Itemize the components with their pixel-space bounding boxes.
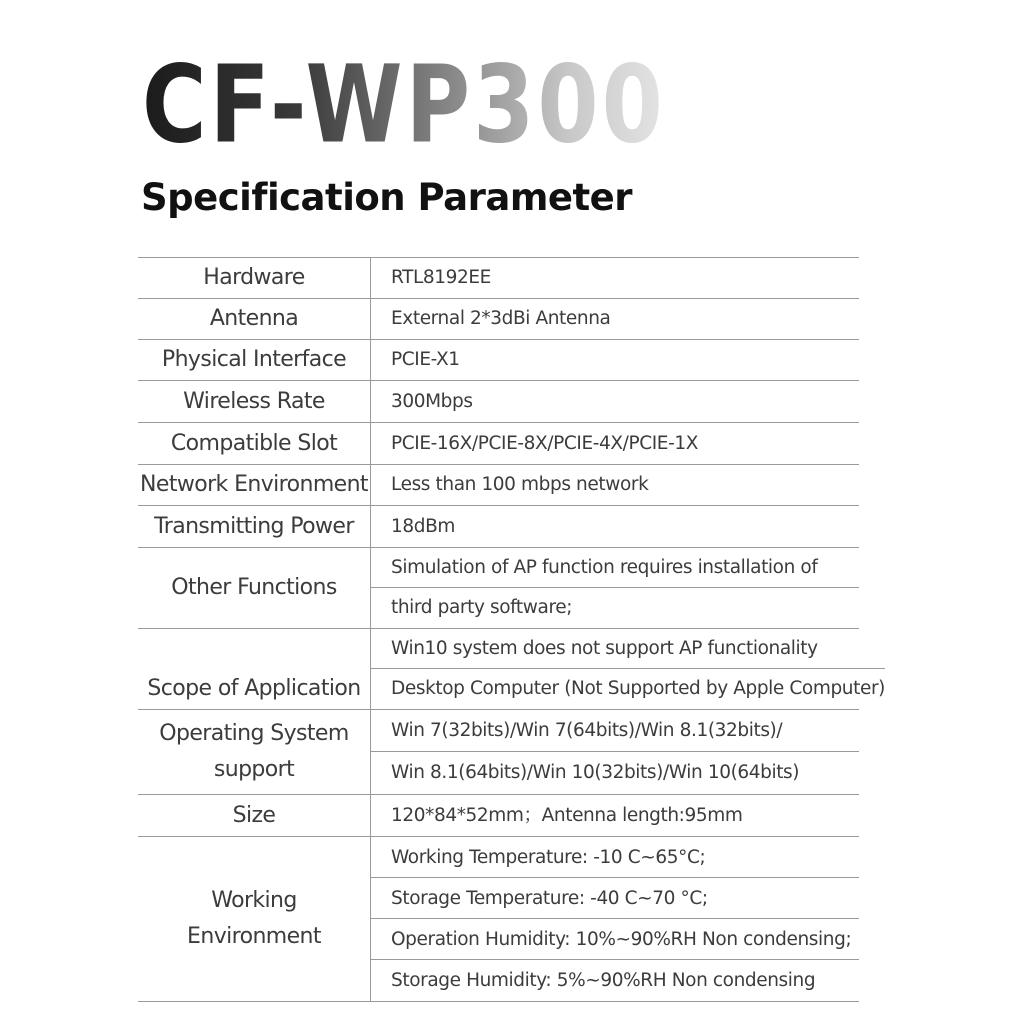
spec-value: 18dBm <box>391 516 455 537</box>
spec-values <box>371 795 859 836</box>
section-title: Specification Parameter <box>141 176 633 219</box>
spec-values <box>371 340 859 380</box>
spec-label: Compatible Slot <box>138 423 371 464</box>
spec-label: Operating System support <box>138 710 371 794</box>
spec-label: Size <box>138 795 371 836</box>
spec-values <box>371 506 859 547</box>
spec-row-other-functions <box>138 548 859 629</box>
spec-value: Storage Humidity: 5%~90%RH Non condensing <box>391 970 816 991</box>
spec-label: Scope of Application <box>138 629 371 709</box>
spec-value: Less than 100 mbps network <box>391 474 649 495</box>
spec-row-wireless-rate <box>138 381 859 423</box>
spec-row-network-environment <box>138 465 859 506</box>
spec-value: PCIE-X1 <box>391 349 460 370</box>
spec-value: Simulation of AP function requires installation of <box>371 548 859 588</box>
spec-values <box>371 423 859 464</box>
spec-label: Other Functions <box>138 548 371 628</box>
spec-row-transmitting-power <box>138 506 859 548</box>
spec-value: Win 7(32bits)/Win 7(64bits)/Win 8.1(32bits)/ <box>371 710 859 752</box>
spec-values <box>371 837 859 1001</box>
spec-row-operating-system-support <box>138 710 859 795</box>
spec-value: PCIE-16X/PCIE-8X/PCIE-4X/PCIE-1X <box>391 433 699 454</box>
spec-row-scope-of-application <box>138 629 885 710</box>
spec-values <box>371 258 859 298</box>
product-title: CF-WP300 <box>142 41 666 168</box>
spec-label: Transmitting Power <box>138 506 371 547</box>
spec-row-working-environment <box>138 837 859 1002</box>
spec-value: Storage Temperature: -40 C~70 °C; <box>371 878 859 919</box>
spec-value: Desktop Computer (Not Supported by Apple Computer) <box>391 678 885 699</box>
spec-table <box>138 257 885 1002</box>
spec-label: Hardware <box>138 258 371 298</box>
spec-label: Wireless Rate <box>138 381 371 422</box>
spec-values <box>371 381 859 422</box>
spec-values <box>371 465 859 505</box>
spec-label: Antenna <box>138 299 371 339</box>
spec-value: Win 8.1(64bits)/Win 10(32bits)/Win 10(64bits) <box>391 762 800 783</box>
spec-value: Win10 system does not support AP functionality <box>371 629 885 669</box>
spec-value: 300Mbps <box>391 391 473 412</box>
spec-row-hardware <box>138 258 859 299</box>
spec-value: External 2*3dBi Antenna <box>391 308 611 329</box>
spec-label: Physical Interface <box>138 340 371 380</box>
spec-row-compatible-slot <box>138 423 859 465</box>
spec-values <box>371 710 859 794</box>
spec-value: RTL8192EE <box>391 267 491 288</box>
spec-value: Operation Humidity: 10%~90%RH Non condensing; <box>371 919 859 960</box>
spec-row-size <box>138 795 859 837</box>
spec-row-physical-interface <box>138 340 859 381</box>
spec-values <box>371 629 885 709</box>
spec-values <box>371 548 859 628</box>
spec-label: Network Environment <box>138 465 371 505</box>
spec-value: 120*84*52mm；Antenna length:95mm <box>391 805 743 826</box>
spec-value: third party software; <box>391 597 573 618</box>
spec-values <box>371 299 859 339</box>
spec-label: Working Environment <box>138 837 371 1001</box>
spec-row-antenna <box>138 299 859 340</box>
spec-value: Working Temperature: -10 C~65°C; <box>371 837 859 878</box>
